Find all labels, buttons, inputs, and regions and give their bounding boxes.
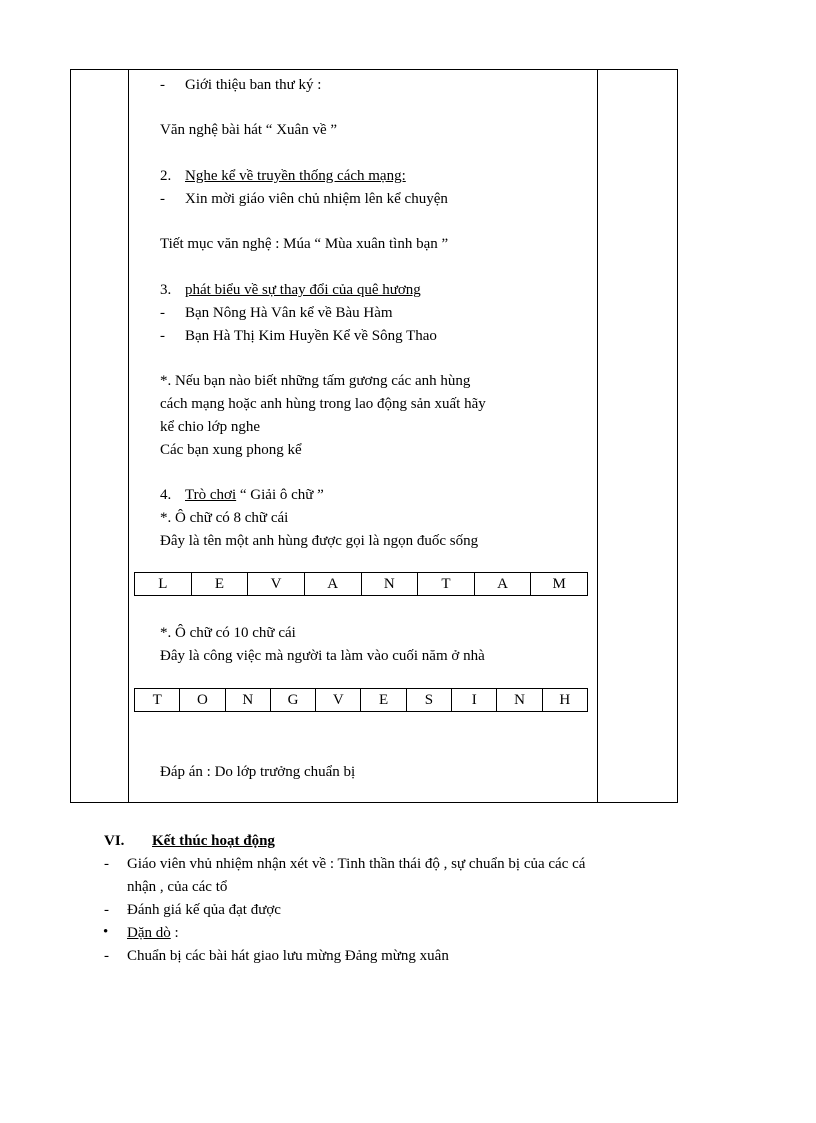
crossword-cell: O: [180, 689, 225, 711]
heading-hometown-change: phát biểu về sự thay đổi của quê hương: [185, 282, 421, 298]
crossword-cell: N: [226, 689, 271, 711]
answer-line: Đáp án : Do lớp trưởng chuẩn bị: [160, 764, 356, 780]
dash-marker: -: [160, 77, 165, 93]
evaluation-line: Đánh giá kế qủa đạt được: [127, 902, 281, 918]
crossword-cell: N: [362, 573, 419, 595]
dance-performance-line: Tiết mục văn nghệ : Múa “ Mùa xuân tình bạn ”: [160, 236, 449, 252]
crossword-cell: A: [475, 573, 532, 595]
prepare-songs-line: Chuẩn bị các bài hát giao lưu mừng Đảng mừng xuân: [127, 948, 449, 964]
crossword-cell: H: [559, 691, 571, 708]
crossword-cell: L: [135, 573, 192, 595]
intro-secretary-line: Giới thiệu ban thư ký :: [185, 77, 322, 93]
heading-word-game: Trò chơi “ Giải ô chữ ”: [185, 487, 324, 503]
table-column-divider: [597, 70, 598, 802]
crossword-cell: T: [135, 689, 180, 711]
heroes-paragraph-line-2: cách mạng hoặc anh hùng trong lao động sản xuất hãy: [160, 396, 486, 412]
crossword-2-grid: [134, 688, 588, 712]
crossword-cell: V: [248, 573, 305, 595]
teacher-story-line: Xin mời giáo viên chủ nhiệm lên kể chuyện: [185, 191, 448, 207]
crossword-cell: E: [361, 689, 406, 711]
song-xuan-ve-line: Văn nghệ bài hát “ Xuân về ”: [160, 122, 338, 138]
list-marker: -: [104, 902, 109, 918]
teacher-review-continued: nhận , của các tổ: [127, 879, 228, 895]
heading-revolution-tradition: Nghe kể về truyền thống cách mạng:: [185, 168, 406, 184]
crossword-1-hint-count: *. Ô chữ có 8 chữ cái: [160, 510, 289, 526]
bullet-marker: •: [103, 924, 109, 940]
crossword-cell: G: [271, 689, 316, 711]
dash-marker: -: [160, 191, 165, 207]
table-column-divider: [128, 70, 129, 802]
item-number: 3.: [160, 282, 172, 298]
instructions-heading: Dặn dò :: [127, 925, 179, 941]
crossword-2-clue: Đây là công việc mà người ta làm vào cuối năm ở nhà: [160, 648, 485, 664]
crossword-cell: E: [192, 573, 249, 595]
heroes-paragraph-line-3: kể chio lớp nghe: [160, 419, 260, 435]
student-song-thao-line: Bạn Hà Thị Kim Huyền Kể về Sông Thao: [185, 328, 437, 344]
item-number: 2.: [160, 168, 172, 184]
item-number: 4.: [160, 487, 172, 503]
list-marker: -: [104, 948, 109, 964]
crossword-cell: V: [316, 689, 361, 711]
section-number: VI.: [104, 833, 125, 849]
crossword-1-grid: [134, 572, 588, 596]
teacher-review-line: Giáo viên vhủ nhiệm nhận xét về : Tinh thần thái độ , sự chuẩn bị của các cá: [127, 856, 586, 872]
crossword-cell: N: [497, 689, 542, 711]
dash-marker: -: [160, 305, 165, 321]
crossword-1-clue: Đây là tên một anh hùng được gọi là ngọn đuốc sống: [160, 533, 479, 549]
crossword-cell: I: [452, 689, 497, 711]
crossword-cell: M: [552, 575, 566, 592]
volunteer-line: Các bạn xung phong kể: [160, 442, 302, 458]
heroes-paragraph-line-1: *. Nếu bạn nào biết những tấm gương các anh hùng: [160, 373, 471, 389]
student-bau-ham-line: Bạn Nông Hà Vân kể về Bàu Hàm: [185, 305, 393, 321]
crossword-cell: S: [407, 689, 452, 711]
dash-marker: -: [160, 328, 165, 344]
section-title: Kết thúc hoạt động: [152, 833, 275, 849]
crossword-cell: T: [418, 573, 475, 595]
crossword-2-hint-count: *. Ô chữ có 10 chữ cái: [160, 625, 296, 641]
crossword-cell: A: [305, 573, 362, 595]
list-marker: -: [104, 856, 109, 872]
